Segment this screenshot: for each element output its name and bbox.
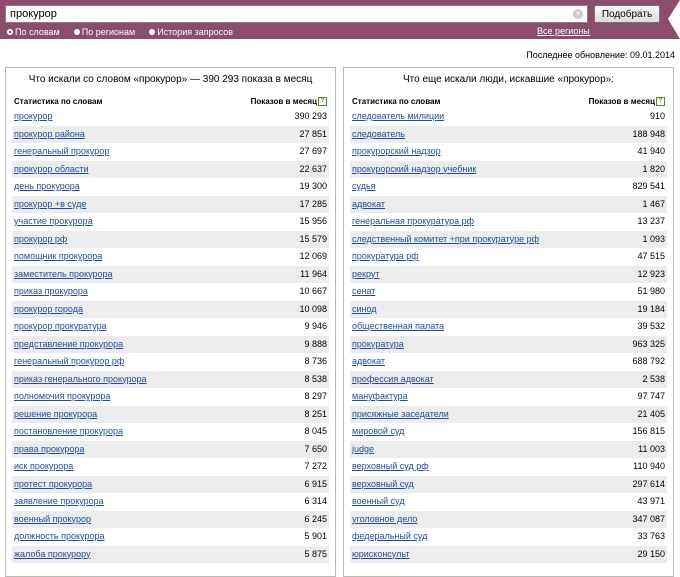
table-row	[350, 511, 667, 529]
keyword-link[interactable]: прокурор прокуратура	[14, 321, 107, 331]
keyword-link[interactable]: приказ генерального прокурора	[14, 373, 147, 384]
impressions-count: 910	[649, 111, 665, 121]
table-row	[12, 353, 329, 371]
keyword-link[interactable]: присяжные заседатели	[352, 408, 449, 419]
table-row	[350, 388, 667, 406]
impressions-count: 9 888	[304, 338, 327, 349]
keyword-link[interactable]: протест прокурора	[14, 478, 93, 489]
impressions-count: 6 245	[304, 513, 327, 524]
table-row	[12, 301, 329, 319]
col-count-label: Показов в месяц	[250, 97, 317, 106]
keyword-link[interactable]: мануфактура	[352, 391, 408, 401]
impressions-count: 5 875	[304, 548, 327, 559]
impressions-count: 7 650	[304, 443, 327, 454]
impressions-count: 9 946	[304, 321, 327, 331]
table-row	[350, 441, 667, 459]
keyword-link[interactable]: judge	[352, 443, 375, 454]
search-box[interactable]	[5, 5, 588, 23]
mode-switcher	[7, 26, 233, 37]
table-row	[350, 371, 667, 389]
top-bar	[0, 0, 680, 39]
table-row	[12, 493, 329, 511]
keyword-link[interactable]: прокуратура рф	[352, 251, 419, 261]
keyword-link[interactable]: судья	[352, 181, 376, 191]
table-row	[12, 126, 329, 144]
col-count-header	[589, 97, 665, 106]
table-row	[350, 266, 667, 284]
table-row	[350, 353, 667, 371]
table-row	[350, 546, 667, 564]
keyword-link[interactable]: участие прокурора	[14, 216, 93, 226]
help-icon[interactable]: ?	[318, 97, 327, 106]
mode-regions[interactable]	[74, 26, 135, 37]
impressions-count: 13 237	[637, 216, 665, 226]
impressions-count: 8 251	[304, 408, 327, 419]
impressions-count: 11 003	[638, 443, 665, 454]
impressions-count: 390 293	[294, 111, 327, 121]
keyword-link[interactable]: военный суд	[352, 496, 405, 506]
keyword-link[interactable]: верховный суд рф	[352, 461, 429, 471]
impressions-count: 19 184	[637, 303, 665, 314]
mode-history[interactable]	[149, 26, 233, 37]
table-row	[350, 423, 667, 441]
keyword-link[interactable]: прокурорский надзор	[352, 146, 441, 156]
table-row	[350, 336, 667, 354]
keyword-link[interactable]: прокурор рф	[14, 233, 68, 244]
impressions-count: 10 667	[299, 286, 327, 296]
keyword-link[interactable]: права прокурора	[14, 443, 85, 454]
keyword-link[interactable]: прокурорский надзор учебник	[352, 163, 477, 174]
keyword-link[interactable]: следователь	[352, 128, 405, 139]
impressions-count: 110 940	[633, 461, 665, 471]
impressions-count: 2 538	[642, 373, 665, 384]
radio-icon[interactable]	[74, 29, 80, 35]
keyword-link[interactable]: прокурор района	[14, 128, 85, 139]
keyword-link[interactable]: полномочия прокурора	[14, 391, 111, 401]
table-row	[12, 388, 329, 406]
left-panel	[5, 67, 336, 577]
table-row	[12, 458, 329, 476]
keyword-link[interactable]: помощник прокурора	[14, 251, 103, 261]
keyword-link[interactable]: представление прокурора	[14, 338, 124, 349]
impressions-count: 33 763	[637, 531, 665, 541]
keyword-link[interactable]: жалоба прокурору	[14, 548, 91, 559]
table-row	[12, 231, 329, 249]
keyword-link[interactable]: верховный суд	[352, 478, 414, 489]
impressions-count: 1 467	[642, 198, 665, 209]
table-row	[12, 511, 329, 529]
mode-label: По словам	[15, 26, 60, 37]
radio-icon[interactable]	[7, 29, 13, 35]
impressions-count: 688 792	[632, 356, 665, 366]
table-row	[350, 108, 667, 126]
keyword-link[interactable]: профессия адвокат	[352, 373, 434, 384]
mode-label: История запросов	[157, 26, 233, 37]
table-row	[350, 406, 667, 424]
keyword-link[interactable]: заместитель прокурора	[14, 268, 113, 279]
impressions-count: 41 940	[637, 146, 665, 156]
table-row	[350, 126, 667, 144]
impressions-count: 97 747	[637, 391, 665, 401]
table-row	[12, 476, 329, 494]
impressions-count: 19 300	[299, 181, 327, 191]
impressions-count: 8 736	[304, 356, 327, 366]
impressions-count: 1 820	[642, 163, 665, 174]
impressions-count: 17 285	[299, 198, 327, 209]
impressions-count: 21 405	[637, 408, 665, 419]
table-row	[12, 423, 329, 441]
keyword-link[interactable]: иск прокурора	[14, 461, 74, 471]
table-row	[12, 196, 329, 214]
table-row	[350, 493, 667, 511]
impressions-count: 47 515	[637, 251, 665, 261]
keyword-link[interactable]: следователь милиции	[352, 111, 445, 121]
search-input[interactable]	[10, 7, 570, 21]
impressions-count: 8 045	[304, 426, 327, 436]
impressions-count: 6 915	[304, 478, 327, 489]
table-row	[350, 196, 667, 214]
keyword-link[interactable]: день прокурора	[14, 181, 80, 191]
impressions-count: 347 087	[632, 513, 665, 524]
impressions-count: 10 098	[299, 303, 327, 314]
keyword-link[interactable]: постановление прокурора	[14, 426, 124, 436]
table-row	[12, 143, 329, 161]
keyword-link[interactable]: заявление прокурора	[14, 496, 104, 506]
keyword-link[interactable]: прокурор города	[14, 303, 83, 314]
impressions-count: 27 851	[299, 128, 327, 139]
panel-title: Что искали со словом «прокурор» — 390 293 показа в месяц	[28, 74, 313, 85]
table-row	[350, 143, 667, 161]
keyword-link[interactable]: прокуратура	[352, 338, 404, 349]
mode-words[interactable]	[7, 26, 60, 37]
impressions-count: 829 541	[632, 181, 665, 191]
panel-title: Что еще искали люди, искавшие «прокурор»:	[402, 74, 615, 85]
col-stats-header: Статистика по словам	[352, 97, 441, 106]
table-row	[12, 266, 329, 284]
impressions-count: 12 069	[299, 251, 327, 261]
col-count-label: Показов в месяц	[588, 97, 655, 106]
table-row	[350, 231, 667, 249]
keyword-link[interactable]: синод	[352, 303, 377, 314]
table-row	[350, 248, 667, 266]
table-row	[12, 528, 329, 546]
col-count-header	[251, 97, 327, 106]
impressions-count: 963 325	[632, 338, 665, 349]
mode-label: По регионам	[81, 26, 136, 37]
keyword-link[interactable]: мировой суд	[352, 426, 405, 436]
keyword-link[interactable]: прокурор +в суде	[14, 198, 87, 209]
keyword-link[interactable]: генеральный прокурор рф	[14, 356, 125, 366]
impressions-count: 11 964	[300, 268, 327, 279]
table-row	[12, 108, 329, 126]
impressions-count: 29 150	[637, 548, 665, 559]
all-regions-link[interactable]: Все регионы	[537, 26, 590, 36]
keyword-link[interactable]: общественная палата	[352, 321, 445, 331]
table-header	[352, 97, 665, 108]
right-panel	[343, 67, 674, 577]
keyword-link[interactable]: федеральный суд	[352, 531, 428, 541]
impressions-count: 8 297	[304, 391, 327, 401]
table-row	[350, 528, 667, 546]
keyword-link[interactable]: уголовное дело	[352, 513, 418, 524]
keyword-link[interactable]: рекрут	[352, 268, 380, 279]
impressions-count: 5 901	[304, 531, 327, 541]
submit-button[interactable]: Подобрать	[594, 5, 660, 23]
keyword-link[interactable]: прокурор	[14, 111, 53, 121]
impressions-count: 27 697	[299, 146, 327, 156]
keyword-link[interactable]: сенат	[352, 286, 376, 296]
impressions-count: 156 815	[632, 426, 665, 436]
impressions-count: 1 093	[642, 233, 665, 244]
keyword-link[interactable]: военный прокурор	[14, 513, 91, 524]
keyword-link[interactable]: приказ прокурора	[14, 286, 88, 296]
table-row	[350, 178, 667, 196]
keyword-table	[350, 108, 667, 563]
table-row	[350, 213, 667, 231]
impressions-count: 15 579	[299, 233, 327, 244]
table-row	[350, 476, 667, 494]
table-row	[12, 248, 329, 266]
table-row	[12, 318, 329, 336]
last-updated: Последнее обновление: 09.01.2014	[526, 50, 675, 60]
table-row	[350, 458, 667, 476]
table-row	[12, 161, 329, 179]
clear-icon[interactable]: ×	[573, 9, 583, 19]
keyword-link[interactable]: должность прокурора	[14, 531, 105, 541]
impressions-count: 12 923	[637, 268, 665, 279]
impressions-count: 8 538	[304, 373, 327, 384]
impressions-count: 51 980	[637, 286, 665, 296]
impressions-count: 22 637	[299, 163, 327, 174]
keyword-table	[12, 108, 329, 563]
table-row	[350, 301, 667, 319]
table-row	[12, 283, 329, 301]
top-bar-arrow	[668, 0, 680, 39]
impressions-count: 297 614	[632, 478, 665, 489]
table-row	[12, 441, 329, 459]
keyword-link[interactable]: юрисконсульт	[352, 548, 410, 559]
table-row	[12, 213, 329, 231]
impressions-count: 39 532	[637, 321, 665, 331]
impressions-count: 6 314	[304, 496, 327, 506]
impressions-count: 43 971	[637, 496, 665, 506]
impressions-count: 7 272	[304, 461, 327, 471]
table-header	[14, 97, 327, 108]
help-icon[interactable]: ?	[656, 97, 665, 106]
keyword-link[interactable]: следственный комитет +при прокуратуре рф	[352, 233, 540, 244]
table-row	[350, 161, 667, 179]
table-row	[12, 546, 329, 564]
impressions-count: 15 956	[299, 216, 327, 226]
col-stats-header: Статистика по словам	[14, 97, 103, 106]
table-row	[12, 336, 329, 354]
impressions-count: 188 948	[632, 128, 665, 139]
table-row	[12, 406, 329, 424]
table-row	[12, 178, 329, 196]
keyword-link[interactable]: прокурор области	[14, 163, 89, 174]
table-row	[12, 371, 329, 389]
keyword-link[interactable]: адвокат	[352, 356, 386, 366]
table-row	[350, 283, 667, 301]
radio-icon[interactable]	[149, 29, 155, 35]
keyword-link[interactable]: решение прокурора	[14, 408, 98, 419]
keyword-link[interactable]: генеральная прокуратура рф	[352, 216, 475, 226]
keyword-link[interactable]: адвокат	[352, 198, 386, 209]
table-row	[350, 318, 667, 336]
keyword-link[interactable]: генеральный прокурор	[14, 146, 110, 156]
